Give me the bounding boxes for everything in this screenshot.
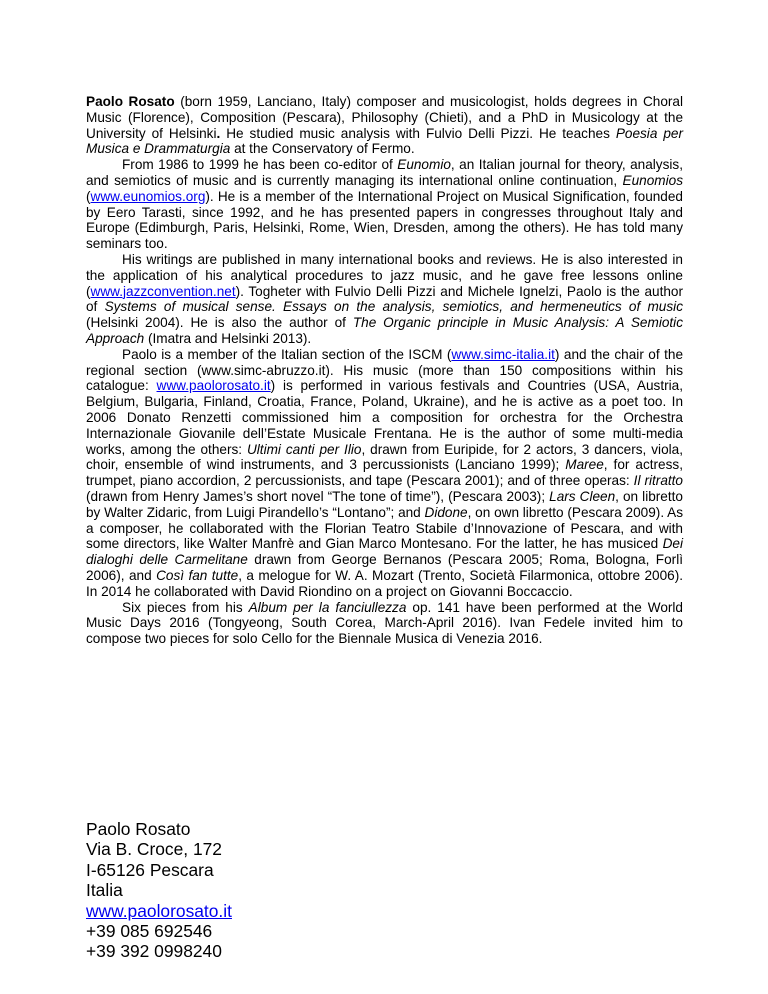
text-run: (drawn from Henry James’s short novel “The tone of time”), (Pescara 2003); bbox=[86, 488, 550, 504]
italic-title: The Organic principle in Music Analysis: A Semiotic Approach bbox=[86, 315, 683, 346]
text-run: , on own libretto (Pescara 2009). As a composer, he collaborated with the Florian Teatro Stabile d’Innovazione of Pescara, and with some directors, like Walter Manfrè and Gian Marco Montesano. For the latter, he has musiced bbox=[86, 504, 683, 552]
text-run: , drawn from Euripide, for 2 actors, 3 dancers, viola, choir, ensemble of wind instruments, and 3 percussionists (Lanciano 1999); bbox=[86, 441, 683, 473]
italic-title: Poesia per Musica e Drammaturgia bbox=[86, 125, 683, 157]
contact-street: Via B. Croce, 172 bbox=[86, 839, 222, 860]
text-run: ( bbox=[86, 188, 91, 204]
italic-title: Dei dialoghi delle Carmelitane bbox=[86, 536, 683, 568]
bio-paragraph bbox=[86, 94, 683, 157]
contact-phone-landline: +39 085 692546 bbox=[86, 921, 213, 942]
italic-title: Album per la fanciullezza bbox=[248, 599, 407, 615]
italic-title: Il ritratto bbox=[633, 473, 683, 489]
text-run: Six pieces from his bbox=[122, 599, 249, 615]
biography bbox=[86, 94, 683, 647]
italic-title: Eunomio bbox=[397, 157, 451, 173]
italic-title: Così fan tutte bbox=[156, 567, 239, 583]
text-run: , a melogue for W. A. Mozart (Trento, Società Filarmonica, ottobre 2006). In 2014 he collaborated with David Riondino on a project on Giovanni Boccaccio. bbox=[86, 567, 683, 599]
text-run: From 1986 to 1999 he has been co-editor of bbox=[122, 157, 398, 173]
bold-name: . bbox=[216, 125, 221, 141]
contact-website-link[interactable]: www.paolorosato.it bbox=[86, 900, 232, 921]
text-run: , for actress, trumpet, piano accordion, 2 percussionists, and tape (Pescara 2001); and of three operas: bbox=[86, 457, 683, 489]
italic-title: Eunomios bbox=[622, 172, 683, 188]
text-run: (Helsinki 2004). He is also the author of bbox=[86, 315, 353, 331]
web-link[interactable]: www.jazzconvention.net bbox=[90, 283, 236, 299]
text-run: , on libretto by Walter Zidaric, from Luigi Pirandello’s “Lontano”; and bbox=[86, 488, 683, 520]
text-run: His writings are published in many international books and reviews. He is also interested in the application of his analytical procedures to jazz music, and he gave free lessons online ( bbox=[86, 251, 683, 299]
text-run: , an Italian journal for theory, analysis, and semiotics of music and is currently managing its international online continuation, bbox=[86, 157, 683, 188]
contact-address bbox=[86, 819, 232, 962]
bio-paragraph bbox=[86, 600, 683, 647]
text-run: Paolo is a member of the Italian section of the ISCM ( bbox=[122, 346, 452, 362]
italic-title: Ultimi canti per Ilio bbox=[246, 441, 362, 457]
bio-paragraph bbox=[86, 347, 683, 600]
italic-title: Maree bbox=[565, 457, 604, 473]
contact-country: Italia bbox=[86, 880, 123, 901]
text-run: ). Togheter with Fulvio Delli Pizzi and Michele Ignelzi, Paolo is the author of bbox=[86, 283, 683, 315]
contact-phone-mobile: +39 392 0998240 bbox=[86, 941, 222, 962]
italic-title: Lars Cleen bbox=[549, 488, 616, 504]
text-run: (Imatra and Helsinki 2013). bbox=[144, 330, 312, 346]
contact-city: I-65126 Pescara bbox=[86, 859, 214, 880]
contact-name: Paolo Rosato bbox=[86, 819, 191, 839]
text-run: He studied music analysis with Fulvio Delli Pizzi. He teaches bbox=[220, 125, 616, 141]
text-run: at the Conservatory of Fermo. bbox=[230, 141, 415, 157]
text-run: drawn from George Bernanos (Pescara 2005; Roma, Bologna, Forlì 2006), and bbox=[86, 552, 683, 583]
bio-paragraph bbox=[86, 157, 683, 252]
text-run: ) is performed in various festivals and Countries (USA, Austria, Belgium, Bulgaria, Finland, Croatia, France, Poland, Ukraine), and he is active as a poet too. In 2006 Donato Renzetti commissioned him a composition for orchestra for the Orchestra Internazionale Giovanile dell’Estate Musicale Frentana. He is the author of some multi-media works, among the others: bbox=[86, 378, 683, 457]
bio-paragraph bbox=[86, 252, 683, 347]
web-link[interactable]: www.paolorosato.it bbox=[156, 378, 271, 394]
bold-name: Paolo Rosato bbox=[86, 94, 175, 109]
italic-title: Systems of musical sense. Essays on the analysis, semiotics, and hermeneutics of music bbox=[104, 299, 683, 315]
text-run: op. 141 have been performed at the World Music Days 2016 (Tongyeong, South Corea, March-April 2016). Ivan Fedele invited him to compose two pieces for solo Cello for the Biennale Musica di Venezia 2016. bbox=[86, 599, 683, 647]
text-run: (born 1959, Lanciano, Italy) composer and musicologist, holds degrees in Choral Music (Florence), Composition (Pescara), Philosophy (Chieti), and a PhD in Musicology at the University of Helsinki bbox=[86, 94, 684, 141]
italic-title: Didone bbox=[424, 504, 468, 520]
web-link[interactable]: www.eunomios.org bbox=[90, 188, 206, 204]
text-run: ). He is a member of the International Project on Musical Signification, founded by Eero Tarasti, since 1992, and he has presented papers in congresses throughout Italy and Europe (Edimburgh, Paris, Helsinki, Rome, Wien, Dresden, among the others). He has told many seminars too. bbox=[86, 188, 683, 252]
web-link[interactable]: www.simc-italia.it bbox=[451, 346, 555, 362]
text-run: ) and the chair of the regional section (www.simc-abruzzo.it). His music (more than 150 compositions within his catalogue: bbox=[86, 346, 684, 394]
